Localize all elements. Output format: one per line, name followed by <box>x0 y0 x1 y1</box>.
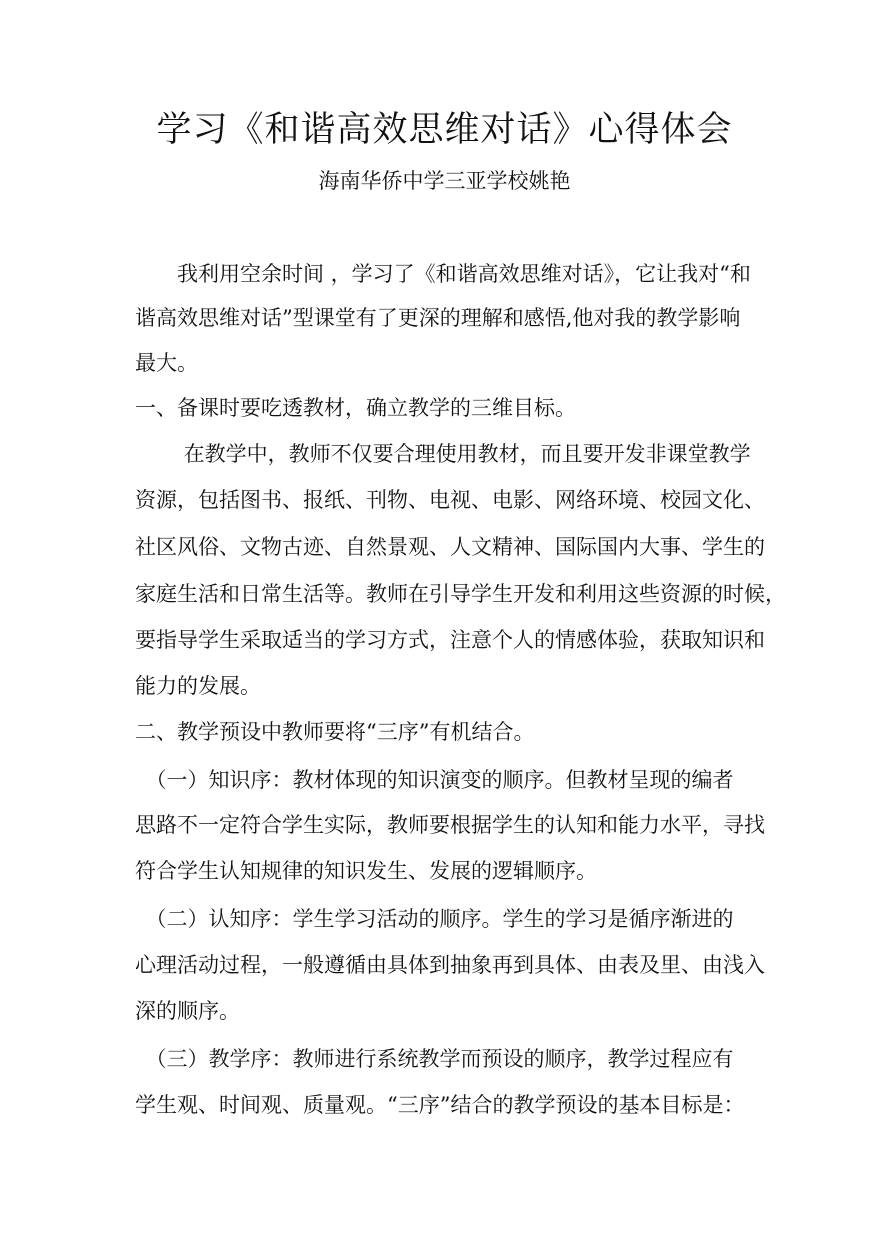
body-line: 谐高效思维对话”型课堂有了更深的理解和感悟,他对我的教学影响 <box>135 306 741 330</box>
body-line: （二）认知序：学生学习活动的顺序。学生的学习是循序渐进的 <box>135 907 734 931</box>
section-heading: 二、教学预设中教师要将“三序”有机结合。 <box>135 720 535 744</box>
body-line: 能力的发展。 <box>135 674 261 698</box>
document-title: 学习《和谐高效思维对话》心得体会 <box>156 110 733 150</box>
body-line: 最大。 <box>135 351 198 375</box>
body-line: 我利用空余时间 ，学习了《和谐高效思维对话》，它让我对“和 <box>135 262 751 286</box>
body-line: 资源，包括图书、报纸、刊物、电视、电影、网络环境、校园文化、 <box>135 488 765 512</box>
body-line: 社区风俗、文物古迹、自然景观、人文精神、国际国内大事、学生的 <box>135 535 765 559</box>
body-line: 家庭生活和日常生活等。教师在引导学生开发和利用这些资源的时候， <box>135 582 786 606</box>
section-heading: 一、备课时要吃透教材，确立教学的三维目标。 <box>135 396 576 420</box>
body-line: 要指导学生采取适当的学习方式，注意个人的情感体验，获取知识和 <box>135 628 765 652</box>
body-line: 深的顺序。 <box>135 999 240 1023</box>
body-line: 在教学中，教师不仅要合理使用教材，而且要开发非课堂教学 <box>135 442 751 466</box>
body-line: 学生观、时间观、质量观。“三序”结合的教学预设的基本目标是： <box>135 1093 745 1117</box>
body-line: 心理活动过程，一般遵循由具体到抽象再到具体、由表及里、由浅入 <box>135 953 765 977</box>
body-line: （一）知识序：教材体现的知识演变的顺序。但教材呈现的编者 <box>135 768 734 792</box>
body-line: 符合学生认知规律的知识发生、发展的逻辑顺序。 <box>135 859 597 883</box>
body-line: （三）教学序：教师进行系统教学而预设的顺序，教学过程应有 <box>135 1047 734 1071</box>
body-line: 思路不一定符合学生实际，教师要根据学生的认知和能力水平，寻找 <box>135 813 765 837</box>
document-author: 海南华侨中学三亚学校姚艳 <box>318 169 571 193</box>
